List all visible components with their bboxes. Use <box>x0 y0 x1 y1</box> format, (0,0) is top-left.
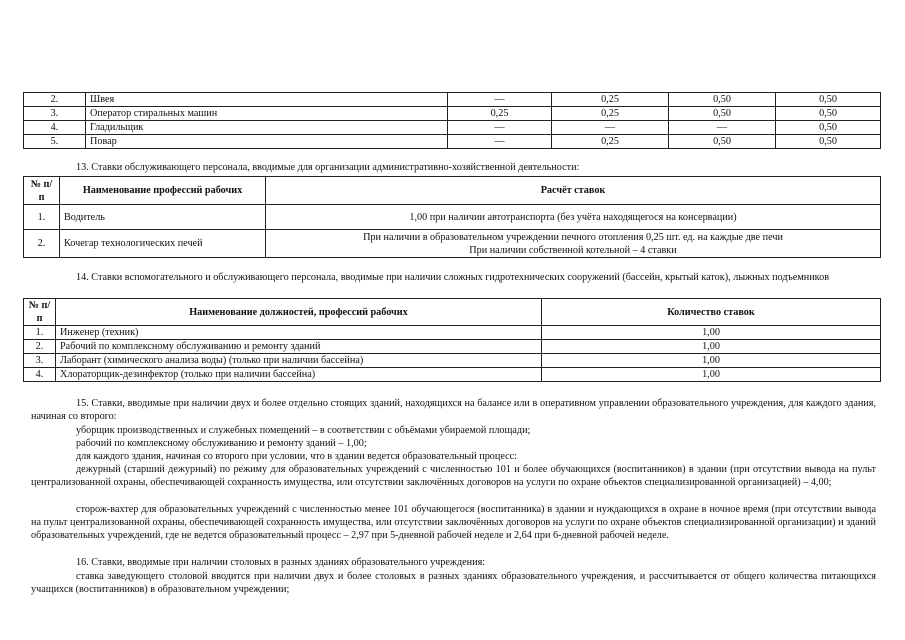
col-num-header: № п/п <box>24 299 56 326</box>
section-15-item-watchman: сторож-вахтер для образовательных учреждений с численностью менее 101 обучающегося (воспитанника) в здании и нуждающихся в охране в ночное время (при отсутствии вывода на пульт централизованной охраны, обеспечивающей сохранность имущества, или отсутствии заключённых договоров на услуги по охране объектов специализированной организации) и зданий образовательных учреждений, где не ведется образовательный процесс – 2,97 при 5-дневной рабочей неделе и 2,64 при 6-дневной рабочей неделе. <box>31 504 876 541</box>
row-number: 3. <box>24 107 86 121</box>
col-name-header: Наименование должностей, профессий рабочих <box>56 299 542 326</box>
position-name: Хлораторщик-дезинфектор (только при наличии бассейна) <box>56 368 542 382</box>
section-15-item-worker: рабочий по комплексному обслуживанию и ремонту зданий – 1,00; <box>76 438 367 449</box>
row-number: 4. <box>24 121 86 135</box>
table-row <box>24 135 881 149</box>
rate-value-4: 0,50 <box>776 107 881 121</box>
table-row <box>24 340 881 354</box>
table-row <box>24 368 881 382</box>
rate-count: 1,00 <box>542 368 881 382</box>
section-15-item-cleaner: уборщик производственных и служебных помещений – в соответствии с объёмами убираемой площади; <box>76 425 531 436</box>
profession-name: Гладильщик <box>86 121 448 135</box>
rate-value-3: — <box>669 121 776 135</box>
table-row <box>24 205 881 230</box>
staff-table-continued <box>23 92 881 149</box>
rate-value-1: — <box>448 135 552 149</box>
rate-count: 1,00 <box>542 340 881 354</box>
section-15-intro: 15. Ставки, вводимые при наличии двух и более отдельно стоящих зданий, находящихся на балансе или в оперативном управлении образовательного учреждения, для каждого здания, начиная со второго: <box>31 398 876 422</box>
row-number: 3. <box>24 354 56 368</box>
section-13-table <box>23 176 881 258</box>
row-number: 1. <box>24 205 60 230</box>
row-number: 2. <box>24 93 86 107</box>
table-row <box>24 121 881 135</box>
row-number: 4. <box>24 368 56 382</box>
rate-value-2: 0,25 <box>552 135 669 149</box>
col-calc-header: Расчёт ставок <box>266 177 881 205</box>
rate-value-2: 0,25 <box>552 93 669 107</box>
rate-calc: 1,00 при наличии автотранспорта (без учёта находящегося на консервации) <box>266 205 881 230</box>
rate-value-1: — <box>448 121 552 135</box>
row-number: 2. <box>24 340 56 354</box>
section-13-heading: 13. Ставки обслуживающего персонала, вводимые для организации административно-хозяйственной деятельности: <box>76 162 580 173</box>
rate-value-2: 0,25 <box>552 107 669 121</box>
row-number: 1. <box>24 326 56 340</box>
rate-count: 1,00 <box>542 326 881 340</box>
profession-name: Повар <box>86 135 448 149</box>
col-num-header: № п/п <box>24 177 60 205</box>
section-16-item-manager: ставка заведующего столовой вводится при наличии двух и более столовых в разных зданиях образовательного учреждения, и рассчитывается от общего количества питающихся учащихся (воспитанников) в образовательном учреждении; <box>31 571 876 595</box>
profession-name: Оператор стиральных машин <box>86 107 448 121</box>
rate-calc <box>266 230 881 258</box>
table-row <box>24 354 881 368</box>
rate-value-3: 0,50 <box>669 135 776 149</box>
rate-value-1: 0,25 <box>448 107 552 121</box>
position-name: Инженер (техник) <box>56 326 542 340</box>
profession-name: Кочегар технологических печей <box>60 230 266 258</box>
section-14-heading: 14. Ставки вспомогательного и обслуживающего персонала, вводимые при наличии сложных гидротехнических сооружений (бассейн, крытый каток), лыжных подъемников <box>76 272 830 283</box>
row-number: 5. <box>24 135 86 149</box>
rate-calc-line-2: При наличии собственной котельной – 4 ставки <box>469 244 677 256</box>
rate-calc-line-1: При наличии в образовательном учреждении печного отопления 0,25 шт. ед. на каждые две печи <box>363 231 783 243</box>
row-number: 2. <box>24 230 60 258</box>
rate-value-4: 0,50 <box>776 93 881 107</box>
table-row <box>24 326 881 340</box>
table-row <box>24 93 881 107</box>
col-name-header: Наименование профессий рабочих <box>60 177 266 205</box>
rate-value-4: 0,50 <box>776 121 881 135</box>
section-16-heading: 16. Ставки, вводимые при наличии столовых в разных зданиях образовательного учреждения: <box>76 557 486 568</box>
table-row <box>24 230 881 258</box>
position-name: Рабочий по комплексному обслуживанию и ремонту зданий <box>56 340 542 354</box>
rate-value-4: 0,50 <box>776 135 881 149</box>
col-qty-header: Количество ставок <box>542 299 881 326</box>
section-15-item-duty: дежурный (старший дежурный) по режиму для образовательных учреждений с численностью 101 и более обучающихся (воспитанников) в здании (при отсутствии вывода на пульт централизованной охраны, обеспечивающей сохранность имущества, или отсутствии заключённых договоров на услуги по охране объектов специализированной организацией) – 4,00; <box>31 464 876 488</box>
table-row <box>24 107 881 121</box>
profession-name: Водитель <box>60 205 266 230</box>
rate-count: 1,00 <box>542 354 881 368</box>
section-14-table <box>23 298 881 382</box>
section-15-condition: для каждого здания, начиная со второго при условии, что в здании ведется образовательный процесс: <box>76 451 517 462</box>
position-name: Лаборант (химического анализа воды) (только при наличии бассейна) <box>56 354 542 368</box>
rate-value-1: — <box>448 93 552 107</box>
rate-value-2: — <box>552 121 669 135</box>
rate-value-3: 0,50 <box>669 93 776 107</box>
profession-name: Швея <box>86 93 448 107</box>
rate-value-3: 0,50 <box>669 107 776 121</box>
